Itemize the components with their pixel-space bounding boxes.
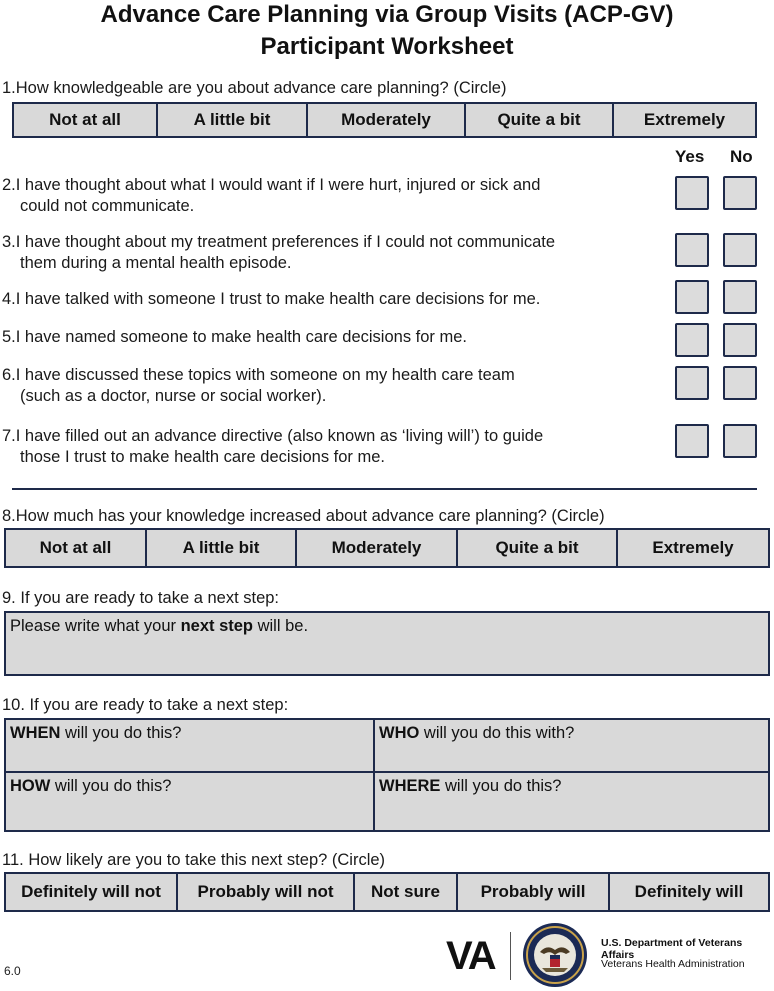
va-seal-icon <box>522 922 588 988</box>
yes-column-header: Yes <box>675 147 705 166</box>
va-logo: VA <box>446 934 495 978</box>
q4-no-checkbox[interactable] <box>723 280 757 314</box>
scale-option-not-at-all[interactable]: Not at all <box>6 530 147 566</box>
question-number: 5. <box>2 328 16 346</box>
q2-yes-checkbox[interactable] <box>675 176 709 210</box>
question-number: 3. <box>2 233 16 251</box>
question-5 <box>2 327 467 348</box>
version-number: 6.0 <box>4 964 21 978</box>
question-number: 10. <box>2 696 25 714</box>
no-column-header: No <box>730 147 753 166</box>
next-step-prompt: Please write what your <box>10 617 181 635</box>
question-6 <box>2 365 515 407</box>
question-2 <box>2 175 540 217</box>
scale-option-moderately[interactable]: Moderately <box>297 530 458 566</box>
q2-no-checkbox[interactable] <box>723 176 757 210</box>
question-text: If you are ready to take a next step: <box>29 696 289 714</box>
scale-option-quite-a-bit[interactable]: Quite a bit <box>466 104 614 136</box>
question-text-line1: I have thought about what I would want if I were hurt, injured or sick and <box>15 176 541 194</box>
q3-yes-checkbox[interactable] <box>675 233 709 267</box>
next-step-prompt-end: will be. <box>253 617 309 635</box>
scale-option-definitely-will-not[interactable]: Definitely will not <box>6 874 178 910</box>
q5-no-checkbox[interactable] <box>723 323 757 357</box>
question-text-line2: them during a mental health episode. <box>20 254 292 272</box>
question-number: 4. <box>2 290 16 308</box>
scale-option-not-at-all[interactable]: Not at all <box>14 104 158 136</box>
department-name: U.S. Department of Veterans Affairs <box>601 937 743 961</box>
q3-no-checkbox[interactable] <box>723 233 757 267</box>
where-field[interactable] <box>373 771 770 832</box>
q4-yes-checkbox[interactable] <box>675 280 709 314</box>
who-label: will you do this with? <box>419 724 575 742</box>
question-7 <box>2 426 543 468</box>
scale-option-quite-a-bit[interactable]: Quite a bit <box>458 530 618 566</box>
scale-option-probably-will-not[interactable]: Probably will not <box>178 874 355 910</box>
question-text-line2: could not communicate. <box>20 197 195 215</box>
likelihood-scale <box>4 872 770 912</box>
how-label-bold: HOW <box>10 777 51 795</box>
worksheet-subtitle: Participant Worksheet <box>260 33 514 60</box>
question-text: How much has your knowledge increased about advance care planning? (Circle) <box>15 507 605 525</box>
scale-option-extremely[interactable]: Extremely <box>614 104 755 136</box>
question-number: 2. <box>2 176 16 194</box>
question-9 <box>2 588 279 609</box>
question-number: 11. <box>2 851 24 869</box>
question-text-line2: those I trust to make health care decisions for me. <box>20 448 386 466</box>
scale-option-extremely[interactable]: Extremely <box>618 530 768 566</box>
q7-no-checkbox[interactable] <box>723 424 757 458</box>
who-field[interactable] <box>373 718 770 773</box>
question-number: 9. <box>2 589 16 607</box>
scale-option-not-sure[interactable]: Not sure <box>355 874 458 910</box>
when-label-bold: WHEN <box>10 724 61 742</box>
when-label: will you do this? <box>60 724 182 742</box>
knowledge-increase-scale <box>4 528 770 568</box>
how-label: will you do this? <box>50 777 172 795</box>
next-step-prompt-bold: next step <box>180 617 254 635</box>
how-field[interactable] <box>4 771 375 832</box>
administration-name: Veterans Health Administration <box>601 958 745 970</box>
q5-yes-checkbox[interactable] <box>675 323 709 357</box>
q6-no-checkbox[interactable] <box>723 366 757 400</box>
who-label-bold: WHO <box>379 724 420 742</box>
question-text: How knowledgeable are you about advance care planning? (Circle) <box>15 79 507 97</box>
where-label-bold: WHERE <box>379 777 441 795</box>
scale-option-probably-will[interactable]: Probably will <box>458 874 610 910</box>
question-text-line2: (such as a doctor, nurse or social worker). <box>20 387 327 405</box>
question-text: If you are ready to take a next step: <box>20 589 280 607</box>
where-label: will you do this? <box>440 777 562 795</box>
worksheet-title: Advance Care Planning via Group Visits (ACP-GV) <box>100 1 674 28</box>
question-8 <box>2 506 605 527</box>
question-10 <box>2 695 288 716</box>
question-number: 7. <box>2 427 16 445</box>
question-number: 8. <box>2 507 16 525</box>
logo-divider <box>510 932 511 980</box>
question-number: 1. <box>2 79 16 97</box>
scale-option-a-little-bit[interactable]: A little bit <box>158 104 308 136</box>
question-text-line1: I have named someone to make health care decisions for me. <box>15 328 468 346</box>
knowledge-scale <box>12 102 757 138</box>
scale-option-definitely-will[interactable]: Definitely will <box>610 874 768 910</box>
scale-option-moderately[interactable]: Moderately <box>308 104 466 136</box>
question-3 <box>2 232 555 274</box>
q7-yes-checkbox[interactable] <box>675 424 709 458</box>
next-step-field[interactable] <box>4 611 770 676</box>
when-field[interactable] <box>4 718 375 773</box>
question-4 <box>2 289 540 310</box>
question-text-line1: I have filled out an advance directive (also known as ‘living will’) to guide <box>15 427 544 445</box>
section-divider <box>12 488 757 490</box>
scale-option-a-little-bit[interactable]: A little bit <box>147 530 297 566</box>
question-1 <box>2 78 506 99</box>
question-text: How likely are you to take this next step? (Circle) <box>28 851 386 869</box>
question-text-line1: I have discussed these topics with someone on my health care team <box>15 366 515 384</box>
question-11 <box>2 850 385 871</box>
q6-yes-checkbox[interactable] <box>675 366 709 400</box>
question-text-line1: I have talked with someone I trust to make health care decisions for me. <box>15 290 541 308</box>
question-number: 6. <box>2 366 16 384</box>
question-text-line1: I have thought about my treatment preferences if I could not communicate <box>15 233 556 251</box>
